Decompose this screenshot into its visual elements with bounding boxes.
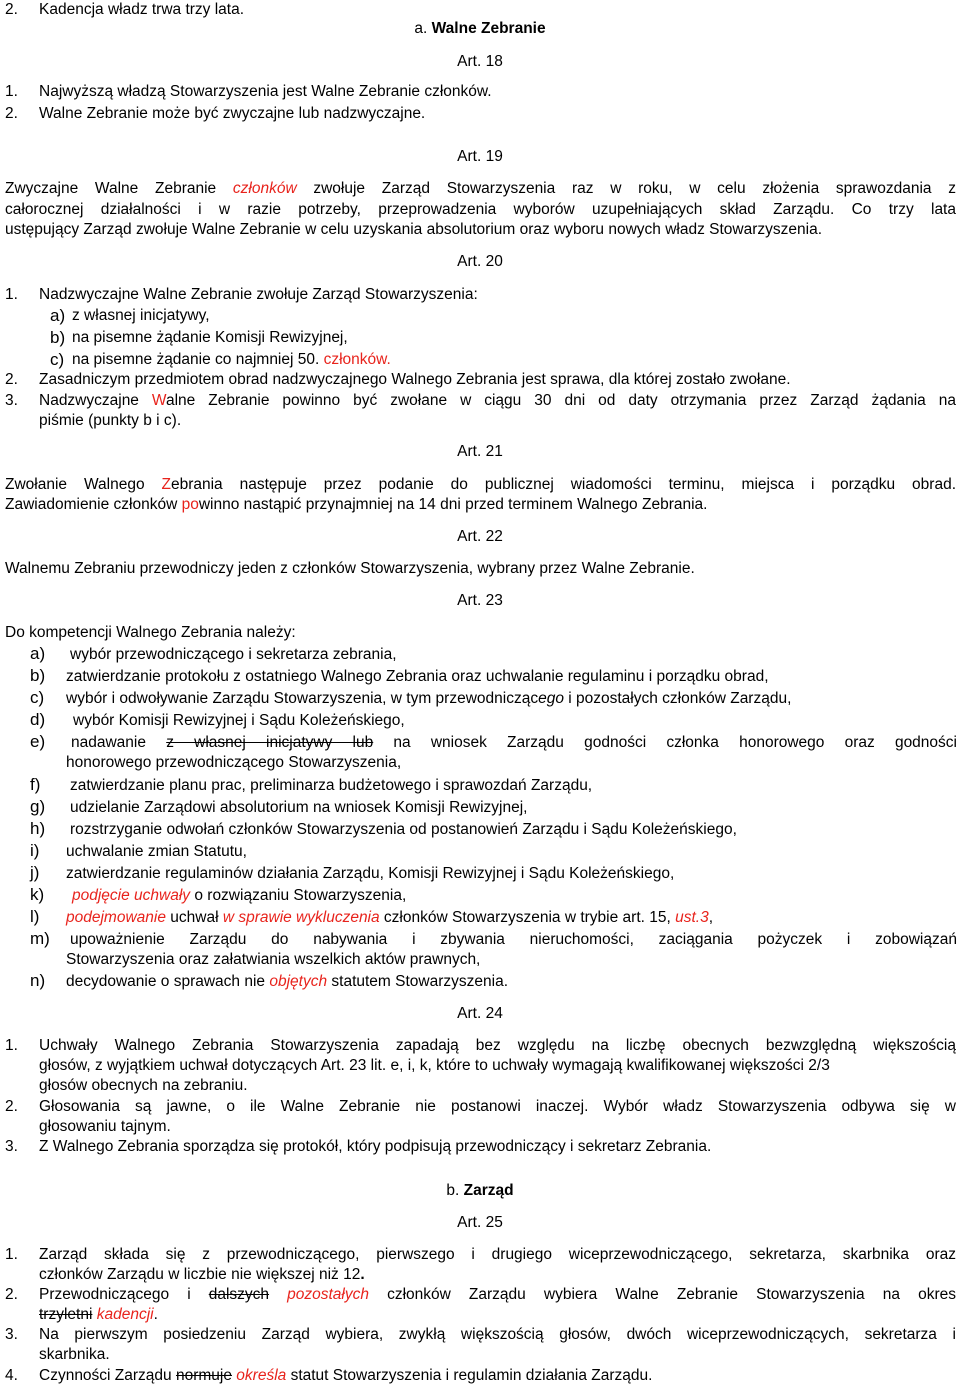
article-title: Art. 23 xyxy=(457,592,503,609)
list-letter: b) xyxy=(30,666,46,685)
list-item: wybór Komisji Rewizyjnej i Sądu Koleżeńskiego, xyxy=(73,712,405,729)
list-letter: b) xyxy=(50,328,66,347)
list-number: 1. xyxy=(5,1246,18,1263)
list-item: zatwierdzanie regulaminów działania Zarządu, Komisji Rewizyjnej i Sądu Koleżeńskiego, xyxy=(66,865,675,882)
list-item: z własnej inicjatywy, xyxy=(72,307,210,324)
list-item: decydowanie o sprawach nie objętych statutem Stowarzyszenia. xyxy=(66,973,509,990)
paragraph: Walnemu Zebraniu przewodniczy jeden z członków Stowarzyszenia, wybrany przez Walne Zebranie. xyxy=(5,560,695,577)
paragraph-line: skarbnika. xyxy=(39,1346,110,1363)
article-title: Art. 24 xyxy=(457,1005,503,1022)
list-item-continuation: Stowarzyszenia oraz załatwiania wszelkich aktów prawnych, xyxy=(66,951,481,968)
paragraph: Walne Zebranie może być zwyczajne lub nadzwyczajne. xyxy=(39,105,426,122)
paragraph: Nadzwyczajne Walne Zebranie zwołuje Zarząd Stowarzyszenia: xyxy=(39,286,478,303)
list-item: zatwierdzanie protokołu z ostatniego Walnego Zebrania oraz uchwalanie regulaminu i porządku obrad, xyxy=(66,668,769,685)
list-item: podjęcie uchwały o rozwiązaniu Stowarzyszenia, xyxy=(72,887,407,904)
article-title: Art. 22 xyxy=(457,528,503,545)
paragraph-line: głosowaniu tajnym. xyxy=(39,1118,171,1135)
article-title: Art. 21 xyxy=(457,443,503,460)
article-title: Art. 25 xyxy=(457,1214,503,1231)
list-letter: k) xyxy=(30,885,45,904)
list-number: 4. xyxy=(5,1367,18,1384)
list-letter: m) xyxy=(30,929,50,948)
list-item: na pisemne żądanie co najmniej 50. członków. xyxy=(72,351,391,368)
list-number: 2. xyxy=(5,1,18,18)
paragraph-line: Zwołanie Walnego Zebrania następuje przez podanie do publicznej wiadomości terminu, miejsca i porządku obrad. xyxy=(5,476,957,493)
list-item: nadawanie z własnej inicjatywy lub na wniosek Zarządu godności członka honorowego oraz godności xyxy=(71,734,957,751)
list-number: 2. xyxy=(5,105,18,122)
paragraph-line: Nadzwyczajne Walne Zebranie powinno być zwołane w ciągu 30 dni od daty otrzymania przez Zarząd żądania na xyxy=(39,392,957,409)
paragraph-line: głosów, z wyjątkiem uchwał dotyczących Art. 23 lit. e, i, k, które to uchwały wymagają kwalifikowanej większości 2/3 xyxy=(39,1057,830,1074)
list-item: podejmowanie uchwał w sprawie wykluczenia członków Stowarzyszenia w trybie art. 15, ust.3, xyxy=(66,909,714,926)
list-letter: j) xyxy=(30,863,40,882)
list-item: wybór i odwoływanie Zarządu Stowarzyszenia, w tym przewodniczącego i pozostałych członków Zarządu, xyxy=(66,690,792,707)
list-letter: a) xyxy=(50,306,66,325)
list-letter: f) xyxy=(30,775,41,794)
list-letter: i) xyxy=(30,841,40,860)
list-letter: h) xyxy=(30,819,46,838)
paragraph-line: Zwyczajne Walne Zebranie członków zwołuje Zarząd Stowarzyszenia raz w roku, w celu złożenia sprawozdania z xyxy=(5,180,957,197)
paragraph-line: Na pierwszym posiedzeniu Zarząd wybiera, zwykłą większością głosów, dwóch wiceprzewodniczących, sekretarza i xyxy=(39,1326,956,1343)
list-letter: a) xyxy=(30,644,46,663)
paragraph-line: trzyletni kadencji. xyxy=(39,1306,158,1323)
list-number: 1. xyxy=(5,1037,18,1054)
paragraph: Zasadniczym przedmiotem obrad nadzwyczajnego Walnego Zebrania jest sprawa, dla której zostało zwołane. xyxy=(39,371,791,388)
paragraph-line: Zawiadomienie członków powinno nastąpić przynajmniej na 14 dni przed terminem Walnego Zebrania. xyxy=(5,496,708,513)
list-number: 1. xyxy=(5,286,18,303)
paragraph-line: piśmie (punkty b i c). xyxy=(39,412,182,429)
list-item: udzielanie Zarządowi absolutorium na wniosek Komisji Rewizyjnej, xyxy=(70,799,528,816)
list-number: 3. xyxy=(5,1326,18,1343)
paragraph-line: całorocznej działalności i w razie potrzeby, przeprowadzenia wyborów uzupełniających skład Zarządu. Co trzy lata xyxy=(5,201,956,218)
list-item: rozstrzyganie odwołań członków Stowarzyszenia od postanowień Zarządu i Sądu Koleżeńskiego, xyxy=(70,821,737,838)
list-item-continuation: honorowego przewodniczącego Stowarzyszenia, xyxy=(66,754,402,771)
list-item: uchwalanie zmian Statutu, xyxy=(66,843,247,860)
paragraph-line: głosów obecnych na zebraniu. xyxy=(39,1077,248,1094)
list-number: 3. xyxy=(5,1138,18,1155)
list-letter: c) xyxy=(30,688,45,707)
paragraph-line: Zarząd składa się z przewodniczącego, pierwszego i drugiego wiceprzewodniczącego, sekretarza, skarbnika oraz xyxy=(39,1246,956,1263)
list-letter: d) xyxy=(30,710,46,729)
list-letter: n) xyxy=(30,971,46,990)
list-number: 2. xyxy=(5,1098,18,1115)
article-title: Art. 19 xyxy=(457,148,503,165)
paragraph: Z Walnego Zebrania sporządza się protokół, który podpisują przewodniczący i sekretarz Zebrania. xyxy=(39,1138,712,1155)
list-letter: l) xyxy=(30,907,40,926)
section-heading: a. Walne Zebranie xyxy=(414,20,546,37)
paragraph-line: członków Zarządu w liczbie nie większej niż 12. xyxy=(39,1266,365,1283)
list-number: 2. xyxy=(5,371,18,388)
list-item: na pisemne żądanie Komisji Rewizyjnej, xyxy=(72,329,348,346)
list-number: 1. xyxy=(5,83,18,100)
list-letter: e) xyxy=(30,732,46,751)
article-title: Art. 20 xyxy=(457,253,503,270)
paragraph-line: Uchwały Walnego Zebrania Stowarzyszenia zapadają bez względu na liczbę obecnych bezwzględną większością xyxy=(39,1037,956,1054)
paragraph: Najwyższą władzą Stowarzyszenia jest Walne Zebranie członków. xyxy=(39,83,492,100)
list-item: zatwierdzanie planu prac, preliminarza budżetowego i sprawozdań Zarządu, xyxy=(70,777,593,794)
article-title: Art. 18 xyxy=(457,53,503,70)
list-item: upoważnienie Zarządu do nabywania i zbywania nieruchomości, zaciągania pożyczek i zobowiązań xyxy=(70,931,957,948)
section-heading: b. Zarząd xyxy=(446,1182,514,1199)
term-sentence: Kadencja władz trwa trzy lata. xyxy=(39,1,245,18)
list-number: 3. xyxy=(5,392,18,409)
list-item: wybór przewodniczącego i sekretarza zebrania, xyxy=(70,646,397,663)
list-number: 2. xyxy=(5,1286,18,1303)
list-letter: c) xyxy=(50,350,65,369)
paragraph-line: Głosowania są jawne, o ile Walne Zebranie nie postanowi inaczej. Wybór władz Stowarzyszenia odbywa się w xyxy=(39,1098,956,1115)
paragraph: Do kompetencji Walnego Zebrania należy: xyxy=(5,624,296,641)
paragraph-line: Przewodniczącego i dalszych pozostałych członków Zarządu wybiera Walne Zebranie Stowarzyszenia na okres xyxy=(39,1286,956,1303)
paragraph-line: ustępujący Zarząd zwołuje Walne Zebranie w celu uzyskania absolutorium oraz wyboru nowych władz Stowarzyszenia. xyxy=(5,221,822,238)
paragraph: Czynności Zarządu normuje określa statut Stowarzyszenia i regulamin działania Zarządu. xyxy=(39,1367,653,1384)
list-letter: g) xyxy=(30,797,46,816)
